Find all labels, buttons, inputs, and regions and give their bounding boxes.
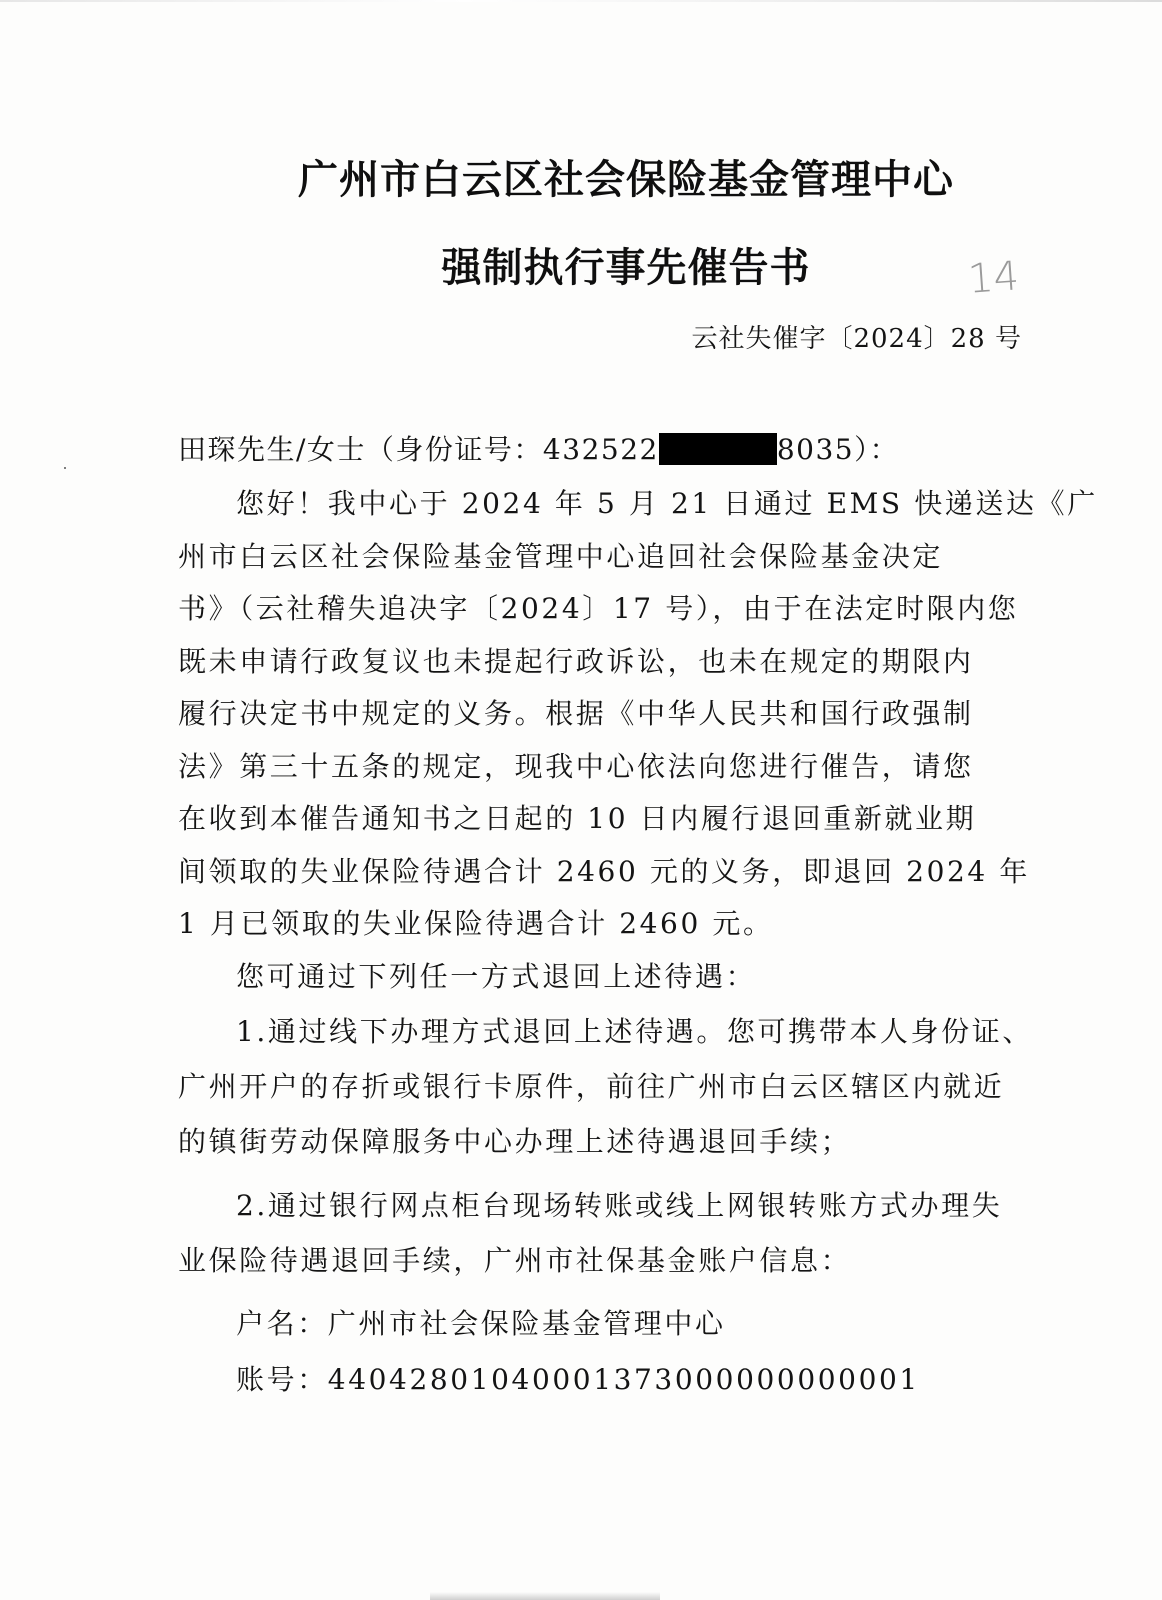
body-line: 间领取的失业保险待遇合计 2460 元的义务，即退回 2024 年 bbox=[178, 854, 1030, 888]
document-title-line1: 广州市白云区社会保险基金管理中心 bbox=[298, 157, 954, 203]
body-line: 1 月已领取的失业保险待遇合计 2460 元。 bbox=[178, 907, 774, 940]
body-option-1 bbox=[178, 1004, 1048, 1169]
body-line: 1.通过线下办理方式退回上述待遇。您可携带本人身份证、 bbox=[236, 1015, 1033, 1048]
scan-edge bbox=[0, 0, 1162, 2]
body-line: 广州开户的存折或银行卡原件，前往广州市白云区辖区内就近 bbox=[178, 1070, 1005, 1103]
account-number: 账号：44042801040001373000000000001 bbox=[236, 1363, 920, 1396]
body-option-2 bbox=[178, 1178, 1048, 1288]
salutation bbox=[178, 428, 899, 468]
body-line: 书》（云社稽失追决字〔2024〕17 号），由于在法定时限内您 bbox=[178, 592, 1019, 625]
body-line: 的镇街劳动保障服务中心办理上述待遇退回手续； bbox=[178, 1125, 852, 1158]
document-number: 云社失催字〔2024〕28 号 bbox=[691, 324, 1022, 354]
body-line: 履行决定书中规定的义务。根据《中华人民共和国行政强制 bbox=[178, 697, 974, 730]
body-line: 州市白云区社会保险基金管理中心追回社会保险基金决定 bbox=[178, 539, 944, 573]
body-line: 业保险待遇退回手续，广州市社保基金账户信息： bbox=[178, 1244, 852, 1277]
body-line: 既未申请行政复议也未提起行政诉讼，也未在规定的期限内 bbox=[178, 644, 974, 678]
body-paragraph-1 bbox=[178, 478, 1098, 1003]
body-line: 法》第三十五条的规定，现我中心依法向您进行催告，请您 bbox=[178, 749, 974, 783]
body-line: 您好！我中心于 2024 年 5 月 21 日通过 EMS 快递送达《广 bbox=[236, 487, 1098, 520]
document-title-line2: 强制执行事先催告书 bbox=[441, 245, 811, 291]
scan-edge-bottom bbox=[430, 1592, 660, 1600]
body-line: 您可通过下列任一方式退回上述待遇： bbox=[236, 959, 757, 993]
account-info bbox=[178, 1296, 1048, 1408]
salutation-suffix: 8035）： bbox=[776, 433, 900, 466]
body-line: 在收到本催告通知书之日起的 10 日内履行退回重新就业期 bbox=[178, 802, 977, 835]
account-name: 户名：广州市社会保险基金管理中心 bbox=[236, 1307, 726, 1340]
scan-speck bbox=[64, 467, 66, 469]
salutation-prefix: 田琛先生/女士（身份证号：432522 bbox=[178, 433, 659, 466]
handwritten-page-mark: 14 bbox=[966, 253, 1021, 303]
body-line: 2.通过银行网点柜台现场转账或线上网银转账方式办理失 bbox=[236, 1189, 1003, 1222]
redaction-block bbox=[659, 433, 777, 465]
